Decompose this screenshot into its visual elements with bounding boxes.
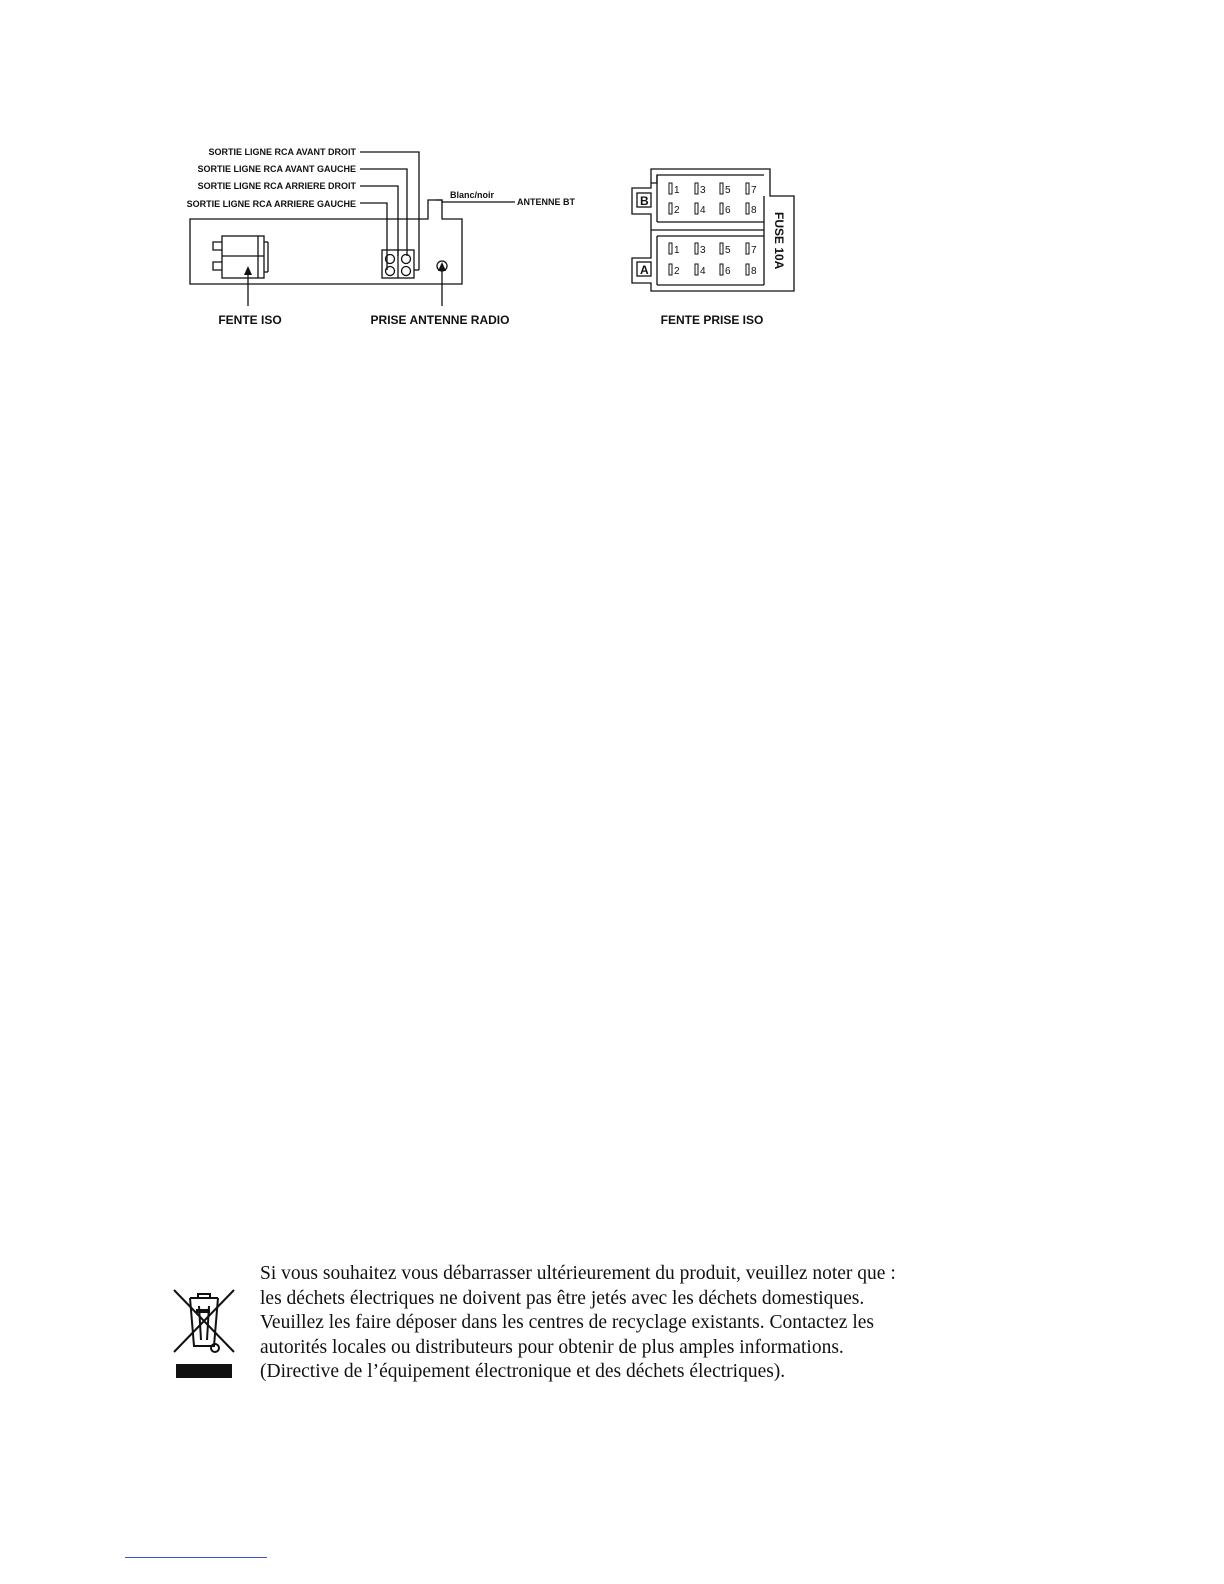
weee-bar [176, 1364, 232, 1378]
rca-label-rear-left: SORTIE LIGNE RCA ARRIERE GAUCHE [186, 199, 356, 209]
iso-socket [632, 169, 794, 291]
pin-b4: 4 [700, 205, 706, 216]
caption-radio-antenna: PRISE ANTENNE RADIO [370, 313, 510, 327]
rca-label-rear-right: SORTIE LIGNE RCA ARRIERE DROIT [197, 181, 356, 191]
pin-b2: 2 [674, 205, 680, 216]
pin-a5: 5 [725, 245, 731, 256]
disposal-line-3: Veuillez les faire déposer dans les centres de recyclage existants. Contactez les [260, 1312, 874, 1333]
unit-back-panel [190, 200, 462, 284]
wiring-diagram [0, 0, 1224, 360]
pin-a3: 3 [700, 245, 706, 256]
pin-b8: 8 [751, 205, 757, 216]
footnote-rule [125, 1557, 267, 1558]
rca-label-front-left: SORTIE LIGNE RCA AVANT GAUCHE [197, 164, 356, 174]
pin-b5: 5 [725, 185, 731, 196]
pins-block-a [669, 243, 757, 277]
disposal-notice [260, 1262, 980, 1385]
block-b-label: B [640, 194, 649, 208]
pin-b7: 7 [751, 185, 757, 196]
disposal-line-5: (Directive de l’équipement électronique et des déchets électriques). [260, 1361, 786, 1382]
rca-label-front-right: SORTIE LIGNE RCA AVANT DROIT [208, 147, 356, 157]
pin-a7: 7 [751, 245, 757, 256]
caption-iso-socket: FENTE PRISE ISO [660, 313, 764, 327]
pin-a4: 4 [700, 266, 706, 277]
wire-color-label: Blanc/noir [450, 190, 495, 200]
iso-slot-shape [213, 236, 268, 278]
block-a-label: A [640, 263, 649, 277]
disposal-line-2: les déchets électriques ne doivent pas être jetés avec les déchets domestiques. [260, 1287, 865, 1309]
pin-b6: 6 [725, 205, 731, 216]
rca-leader-2 [360, 169, 407, 256]
antenna-bt-label: ANTENNE BT [517, 197, 575, 207]
rca-leader-1 [360, 152, 419, 270]
pin-b3: 3 [700, 185, 706, 196]
pin-a2: 2 [674, 266, 680, 277]
pin-a8: 8 [751, 266, 757, 277]
disposal-line-4: autorités locales ou distributeurs pour obtenir de plus amples informations. [260, 1336, 844, 1358]
weee-bin-icon [168, 1282, 240, 1382]
pins-block-b [669, 183, 757, 216]
pin-a1: 1 [674, 245, 680, 256]
bt-antenna-wire [436, 200, 515, 202]
pin-b1: 1 [674, 185, 680, 196]
fuse-label: FUSE 10A [772, 212, 786, 270]
disposal-line-1: Si vous souhaitez vous débarrasser ultérieurement du produit, veuillez noter que : [260, 1263, 896, 1284]
rca-leader-4 [360, 203, 387, 270]
caption-iso-slot: FENTE ISO [218, 313, 282, 327]
rca-leader-3 [360, 186, 398, 256]
pin-a6: 6 [725, 266, 731, 277]
